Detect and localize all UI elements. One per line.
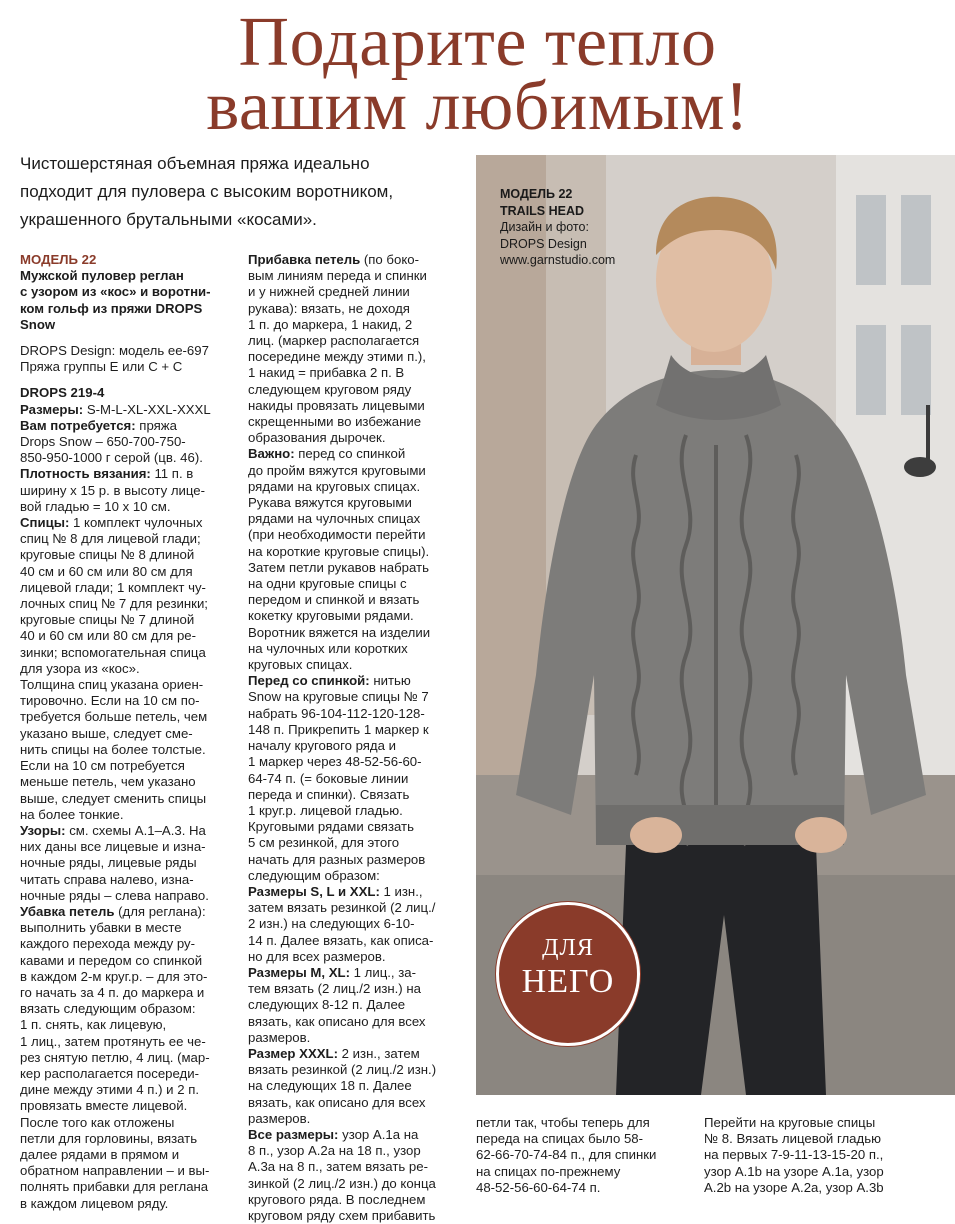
credit-name: TRAILS HEAD	[500, 203, 585, 218]
text-line: обратном направлении – и вы-	[20, 1163, 210, 1179]
text-line: вой гладью = 10 х 10 см.	[20, 498, 171, 514]
density-label: Плотность вязания:	[20, 466, 151, 482]
text-line: 64-74 п. (= боковые линии	[248, 770, 409, 786]
text-line: круговые спицы № 8 длиной	[20, 547, 195, 563]
text-line: затем вязать резинкой (2 лиц./	[248, 900, 436, 916]
size-xxxl-value: 2 изн., затем	[338, 1045, 420, 1061]
text-line: для узора из «кос».	[20, 660, 140, 676]
text-line: Воротник вяжется на изделии	[248, 624, 431, 640]
sizes-s-l-xxl-label: Размеры S, L и XXL:	[248, 883, 380, 899]
text-line: ширину х 15 р. в высоту лице-	[20, 482, 206, 498]
text-line: № 8. Вязать лицевой гладью	[704, 1131, 881, 1147]
text-line: 1 п. до маркера, 1 накид, 2	[248, 316, 413, 332]
increase-line	[248, 252, 473, 268]
text-line: Затем петли рукавов набрать	[248, 559, 429, 575]
article-column-3	[476, 1115, 696, 1196]
increase-value: (по боко-	[360, 252, 419, 267]
text-line: и у нижней средней линии	[248, 284, 410, 300]
design-line: Пряжа группы E или C + C	[20, 359, 183, 375]
density-value: 11 п. в	[150, 466, 194, 482]
text-line: узор А.1b на узоре А.1а, узор	[704, 1163, 884, 1179]
text-line: в каждом лицевом ряду.	[20, 1195, 169, 1211]
text-line: зинки; вспомогательная спица	[20, 644, 206, 660]
text-line: передом и спинкой и вязать	[248, 592, 420, 608]
text-line: 48-52-56-60-64-74 п.	[476, 1179, 601, 1195]
text-line: следующем круговом ряду	[248, 381, 412, 397]
text-line: вязать следующим образом:	[20, 1001, 196, 1017]
all-sizes-value: узор А.1а на	[338, 1126, 419, 1142]
text-line: скрещенными во избежание	[248, 414, 422, 430]
text-line: лицевой глади; 1 комплект чу-	[20, 579, 206, 595]
text-line: А.3а на 8 п., затем вязать ре-	[248, 1159, 428, 1175]
design-line: DROPS Design: модель ee-697	[20, 343, 209, 359]
title-line-2: вашим любимым!	[206, 68, 749, 145]
model-heading: МОДЕЛЬ 22	[20, 252, 97, 267]
sizes-value: S-M-L-XL-XXL-XXXL	[83, 401, 211, 417]
text-line: Рукава вяжутся круговыми	[248, 495, 412, 511]
text-line: вязать резинкой (2 лиц./2 изн.)	[248, 1062, 437, 1078]
text-line: 1 п. снять, как лицевую,	[20, 1017, 167, 1033]
lead-line: украшенного брутальными «косами».	[20, 210, 317, 229]
text-line: но для всех размеров.	[248, 948, 386, 964]
article-column-4	[704, 1115, 954, 1196]
all-sizes-line	[248, 1127, 473, 1143]
text-line: круговых спицах.	[248, 657, 353, 673]
text-line: ночные ряды – слева направо.	[20, 887, 209, 903]
text-line: выполнить убавки в месте	[20, 920, 182, 936]
text-line: круговом ряду схем прибавить	[248, 1207, 436, 1223]
text-line: размеров.	[248, 1029, 311, 1045]
text-line: 1 накид = прибавка 2 п. В	[248, 365, 405, 381]
model-code: DROPS 219-4	[20, 385, 105, 401]
text-line: А.2b на узоре А.2а, узор А.3b	[704, 1179, 884, 1195]
text-line: них даны все лицевые и изна-	[20, 839, 206, 855]
text-line: 8 п., узор А.2а на 18 п., узор	[248, 1143, 421, 1159]
text-line: рядами на круговых спицах.	[248, 478, 421, 494]
patterns-line	[20, 823, 242, 839]
text-line: 1 круг.р. лицевой гладью.	[248, 802, 403, 818]
front-label: Перед со спинкой:	[248, 673, 370, 689]
text-line: рядами на чулочных спицах	[248, 511, 421, 527]
decrease-line	[20, 904, 242, 920]
density-line	[20, 466, 242, 482]
badge-line-2: НЕГО	[521, 963, 615, 1000]
text-line: переда на спицах было 58-	[476, 1131, 644, 1147]
text-line: образования дырочек.	[248, 430, 386, 446]
text-line: выше, следует сменить спицы	[20, 790, 207, 806]
text-line: набрать 96-104-112-120-128-	[248, 705, 425, 721]
text-line: Круговыми рядами связать	[248, 819, 414, 835]
for-him-badge	[496, 902, 640, 1046]
text-line: кокетку круговыми рядами.	[248, 608, 414, 624]
text-line: 148 п. Прикрепить 1 маркер к	[248, 721, 429, 737]
title-line-1: Подарите тепло	[238, 4, 717, 81]
text-line: далее рядами в прямом и	[20, 1146, 180, 1162]
text-line: 5 см резинкой, для этого	[248, 835, 400, 851]
important-line	[248, 446, 473, 462]
text-line: до пройм вяжутся круговыми	[248, 462, 426, 478]
lead-line: подходит для пуловера с высоким воротником,	[20, 182, 394, 201]
text-line: лиц. (маркер располагается	[248, 333, 420, 349]
front-value: нитью	[369, 673, 411, 689]
all-sizes-label: Все размеры:	[248, 1126, 339, 1142]
text-line: рукава): вязать, не доходя	[248, 300, 410, 316]
text-line: следующих 8-12 п. Далее	[248, 997, 406, 1013]
lead-line: Чистошерстяная объемная пряжа идеально	[20, 154, 370, 173]
needles-value: 1 комплект чулочных	[69, 515, 203, 531]
text-line: на одни круговые спицы с	[248, 576, 407, 592]
decrease-value: (для реглана):	[114, 903, 206, 919]
text-line: указано выше, следует смe-	[20, 725, 193, 741]
text-line: кер располагается посереди-	[20, 1065, 200, 1081]
text-line: на первых 7-9-11-13-15-20 п.,	[704, 1147, 884, 1163]
credit-design: DROPS Design	[500, 236, 587, 251]
text-line: рез снятую петлю, 4 лиц. (мар-	[20, 1049, 210, 1065]
text-line: на короткие круговые спицы).	[248, 543, 430, 559]
text-line: дине между этими 4 п.) и 2 п.	[20, 1082, 200, 1098]
lead-paragraph	[20, 150, 470, 234]
photo-credit	[500, 186, 700, 269]
sizes-m-xl-value: 1 лиц., за-	[349, 964, 417, 980]
model-subtitle-line: Мужской пуловер реглан	[20, 268, 184, 284]
text-line: тем вязать (2 лиц./2 изн.) на	[248, 981, 421, 997]
text-line: каждого перехода между ру-	[20, 936, 195, 952]
text-line: 1 лиц., затем протянуть ее че-	[20, 1033, 206, 1049]
patterns-label: Узоры:	[20, 822, 66, 838]
needles-line	[20, 515, 242, 531]
sizes-label: Размеры:	[20, 401, 84, 417]
text-line: 1 маркер через 48-52-56-60-	[248, 754, 422, 770]
text-line: начать для разных размеров	[248, 851, 426, 867]
text-line: (при необходимости перейти	[248, 527, 426, 543]
text-line: кавами и передом со спинкой	[20, 952, 203, 968]
size-xxxl-line	[248, 1046, 473, 1062]
text-line: полнять прибавки для реглана	[20, 1179, 209, 1195]
badge-line-1: ДЛЯ	[542, 935, 594, 961]
text-line: посередине между этими п.),	[248, 349, 426, 365]
model-subtitle-line: ком гольф из пряжи DROPS	[20, 300, 203, 316]
text-line: 14 п. Далее вязать, как описа-	[248, 932, 434, 948]
text-line: кругового ряда. В последнем	[248, 1191, 426, 1207]
text-line: на спицах по-прежнему	[476, 1163, 621, 1179]
text-line: следующим образом:	[248, 867, 380, 883]
need-line	[20, 418, 242, 434]
credit-design-label: Дизайн и фото:	[500, 220, 589, 234]
text-line: на следующих 18 п. Далее	[248, 1078, 412, 1094]
patterns-value: см. схемы А.1–А.3. На	[65, 822, 206, 838]
text-line: зинкой (2 лиц./2 изн.) до конца	[248, 1175, 436, 1191]
text-line: началу кругового ряда и	[248, 738, 396, 754]
text-line: требуется больше петель, чем	[20, 709, 208, 725]
needles-label: Спицы:	[20, 515, 70, 531]
credit-site: www.garnstudio.com	[500, 253, 616, 267]
text-line: ночные ряды, лицевые ряды	[20, 855, 197, 871]
text-line: на чулочных или коротких	[248, 640, 408, 656]
credit-model: МОДЕЛЬ 22	[500, 187, 573, 201]
text-line: 850-950-1000 г серой (цв. 46).	[20, 450, 203, 466]
text-line: круговые спицы № 7 длиной	[20, 612, 195, 628]
text-line: го начать за 4 п. до маркера и	[20, 984, 205, 1000]
text-line: Snow на круговые спицы № 7	[248, 689, 429, 705]
text-line: Если на 10 см потребуется	[20, 758, 185, 774]
text-line: 62-66-70-74-84 п., для спинки	[476, 1147, 657, 1163]
text-line: провязать вместе лицевой.	[20, 1098, 188, 1114]
text-line: в каждом 2-м круг.р. – для это-	[20, 968, 208, 984]
article-column-1	[20, 252, 242, 1212]
text-line: 40 и 60 см или 80 см для ре-	[20, 628, 197, 644]
text-line: Толщина спиц указана ориен-	[20, 677, 204, 693]
model-subtitle-line: с узором из «кос» и воротни-	[20, 284, 211, 300]
text-line: нить спицы на более толстые.	[20, 741, 206, 757]
text-line: накиды провязать лицевыми	[248, 397, 425, 413]
text-line: тировочно. Если на 10 см по-	[20, 693, 200, 709]
model-subtitle-line: Snow	[20, 316, 56, 332]
increase-label: Прибавка петель	[248, 252, 361, 267]
need-label: Вам потребуется:	[20, 417, 136, 433]
text-line: вязать, как описано для всех	[248, 1094, 426, 1110]
text-line: спиц № 8 для лицевой глади;	[20, 531, 201, 547]
text-line: 40 см и 60 см или 80 см для	[20, 563, 193, 579]
text-line: на более тонкие.	[20, 806, 124, 822]
text-line: После того как отложены	[20, 1114, 175, 1130]
sizes-line	[20, 402, 242, 418]
text-line: вязать, как описано для всех	[248, 1013, 426, 1029]
text-line: Перейти на круговые спицы	[704, 1115, 876, 1130]
front-line	[248, 673, 473, 689]
size-xxxl-label: Размер XXXL:	[248, 1045, 338, 1061]
text-line: петли так, чтобы теперь для	[476, 1115, 650, 1130]
text-line: лочных спиц № 7 для резинки;	[20, 596, 208, 612]
sizes-m-xl-label: Размеры M, XL:	[248, 964, 350, 980]
text-line: петли для горловины, вязать	[20, 1130, 198, 1146]
article-column-2	[248, 252, 473, 1224]
text-line: размеров.	[248, 1110, 311, 1126]
important-value: перед со спинкой	[294, 446, 406, 462]
text-line: читать справа налево, изна-	[20, 871, 194, 887]
decrease-label: Убавка петель	[20, 903, 115, 919]
important-label: Важно:	[248, 446, 295, 462]
text-line: Drops Snow – 650-700-750-	[20, 434, 186, 450]
text-line: вым линиям переда и спинки	[248, 268, 427, 284]
need-value: пряжа	[135, 417, 177, 433]
sizes-s-l-xxl-line	[248, 884, 473, 900]
text-line: 2 изн.) на следующих 6-10-	[248, 916, 415, 932]
text-line: переда и спинки). Связать	[248, 786, 410, 802]
text-line: меньше петель, чем указано	[20, 774, 196, 790]
sizes-m-xl-line	[248, 965, 473, 981]
sizes-s-l-xxl-value: 1 изн.,	[379, 883, 423, 899]
